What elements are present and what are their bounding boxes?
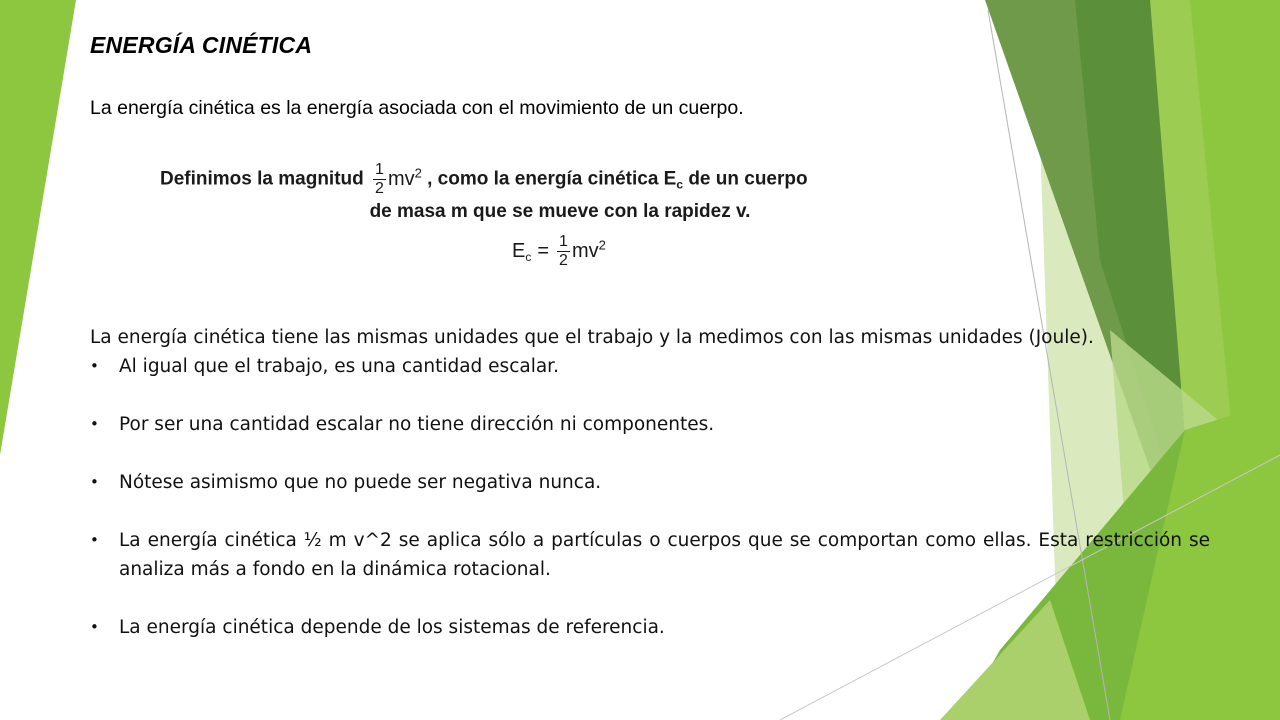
bullet-icon: • [90,357,99,375]
fraction-denominator: 2 [375,180,384,197]
definition-text-middle: , como la energía cinética E [427,168,677,190]
formula-e: E [512,239,526,262]
bullet-icon: • [90,473,99,491]
bullet-text: Por ser una cantidad escalar no tiene dirección ni componentes. [119,414,715,435]
ec-subscript: c [676,177,684,192]
fraction-numerator: 1 [375,161,384,178]
mv-text: mv [387,167,415,190]
definition-line-2: de masa m que se mueve con la rapidez v. [369,201,751,222]
slide-body [90,323,1210,642]
bullet-icon: • [90,618,99,636]
bullet-item [90,352,1210,381]
definition-text-start: Definimos la magnitud [160,168,364,190]
bullet-text: Al igual que el trabajo, es una cantidad escalar. [119,356,559,377]
one-half-fraction [373,162,386,197]
formula-mv [571,237,606,262]
formula-equals: = [537,239,550,262]
bullet-item [90,613,1210,642]
bullet-item [90,410,1210,439]
bullet-text: La energía cinética ½ m v^2 se aplica sólo a partículas o cuerpos que se comportan como ellas. Esta restricción se analiza más a fondo en la dinámica rotacional. [119,530,1210,580]
intro-sentence: La energía cinética es la energía asociada con el movimiento de un cuerpo. [90,97,744,119]
formula-denominator: 2 [559,252,568,269]
slide-title: ENERGÍA CINÉTICA [90,32,313,58]
formula-exponent: 2 [598,237,606,253]
bullet-item [90,468,1210,497]
definition-image [160,148,970,278]
formula-numerator: 1 [559,233,568,250]
bullet-icon: • [90,415,99,433]
formula-subscript: c [525,249,532,264]
definition-line-1 [160,162,808,197]
bullet-text: Nótese asimismo que no puede ser negativa nunca. [119,472,602,493]
formula-fraction [557,234,570,269]
definition-text-end: de un cuerpo [688,168,808,190]
bullet-text: La energía cinética depende de los sistemas de referencia. [119,617,665,638]
bullet-icon: • [90,531,99,549]
bullet-list [90,352,1210,642]
exponent: 2 [414,164,422,180]
mv-squared [387,164,422,190]
formula-mv-text: mv [571,239,599,262]
units-paragraph: La energía cinética tiene las mismas unidades que el trabajo y la medimos con las mismas unidades (Joule). [90,327,1094,348]
bullet-item [90,526,1210,584]
kinetic-energy-formula [512,234,606,269]
